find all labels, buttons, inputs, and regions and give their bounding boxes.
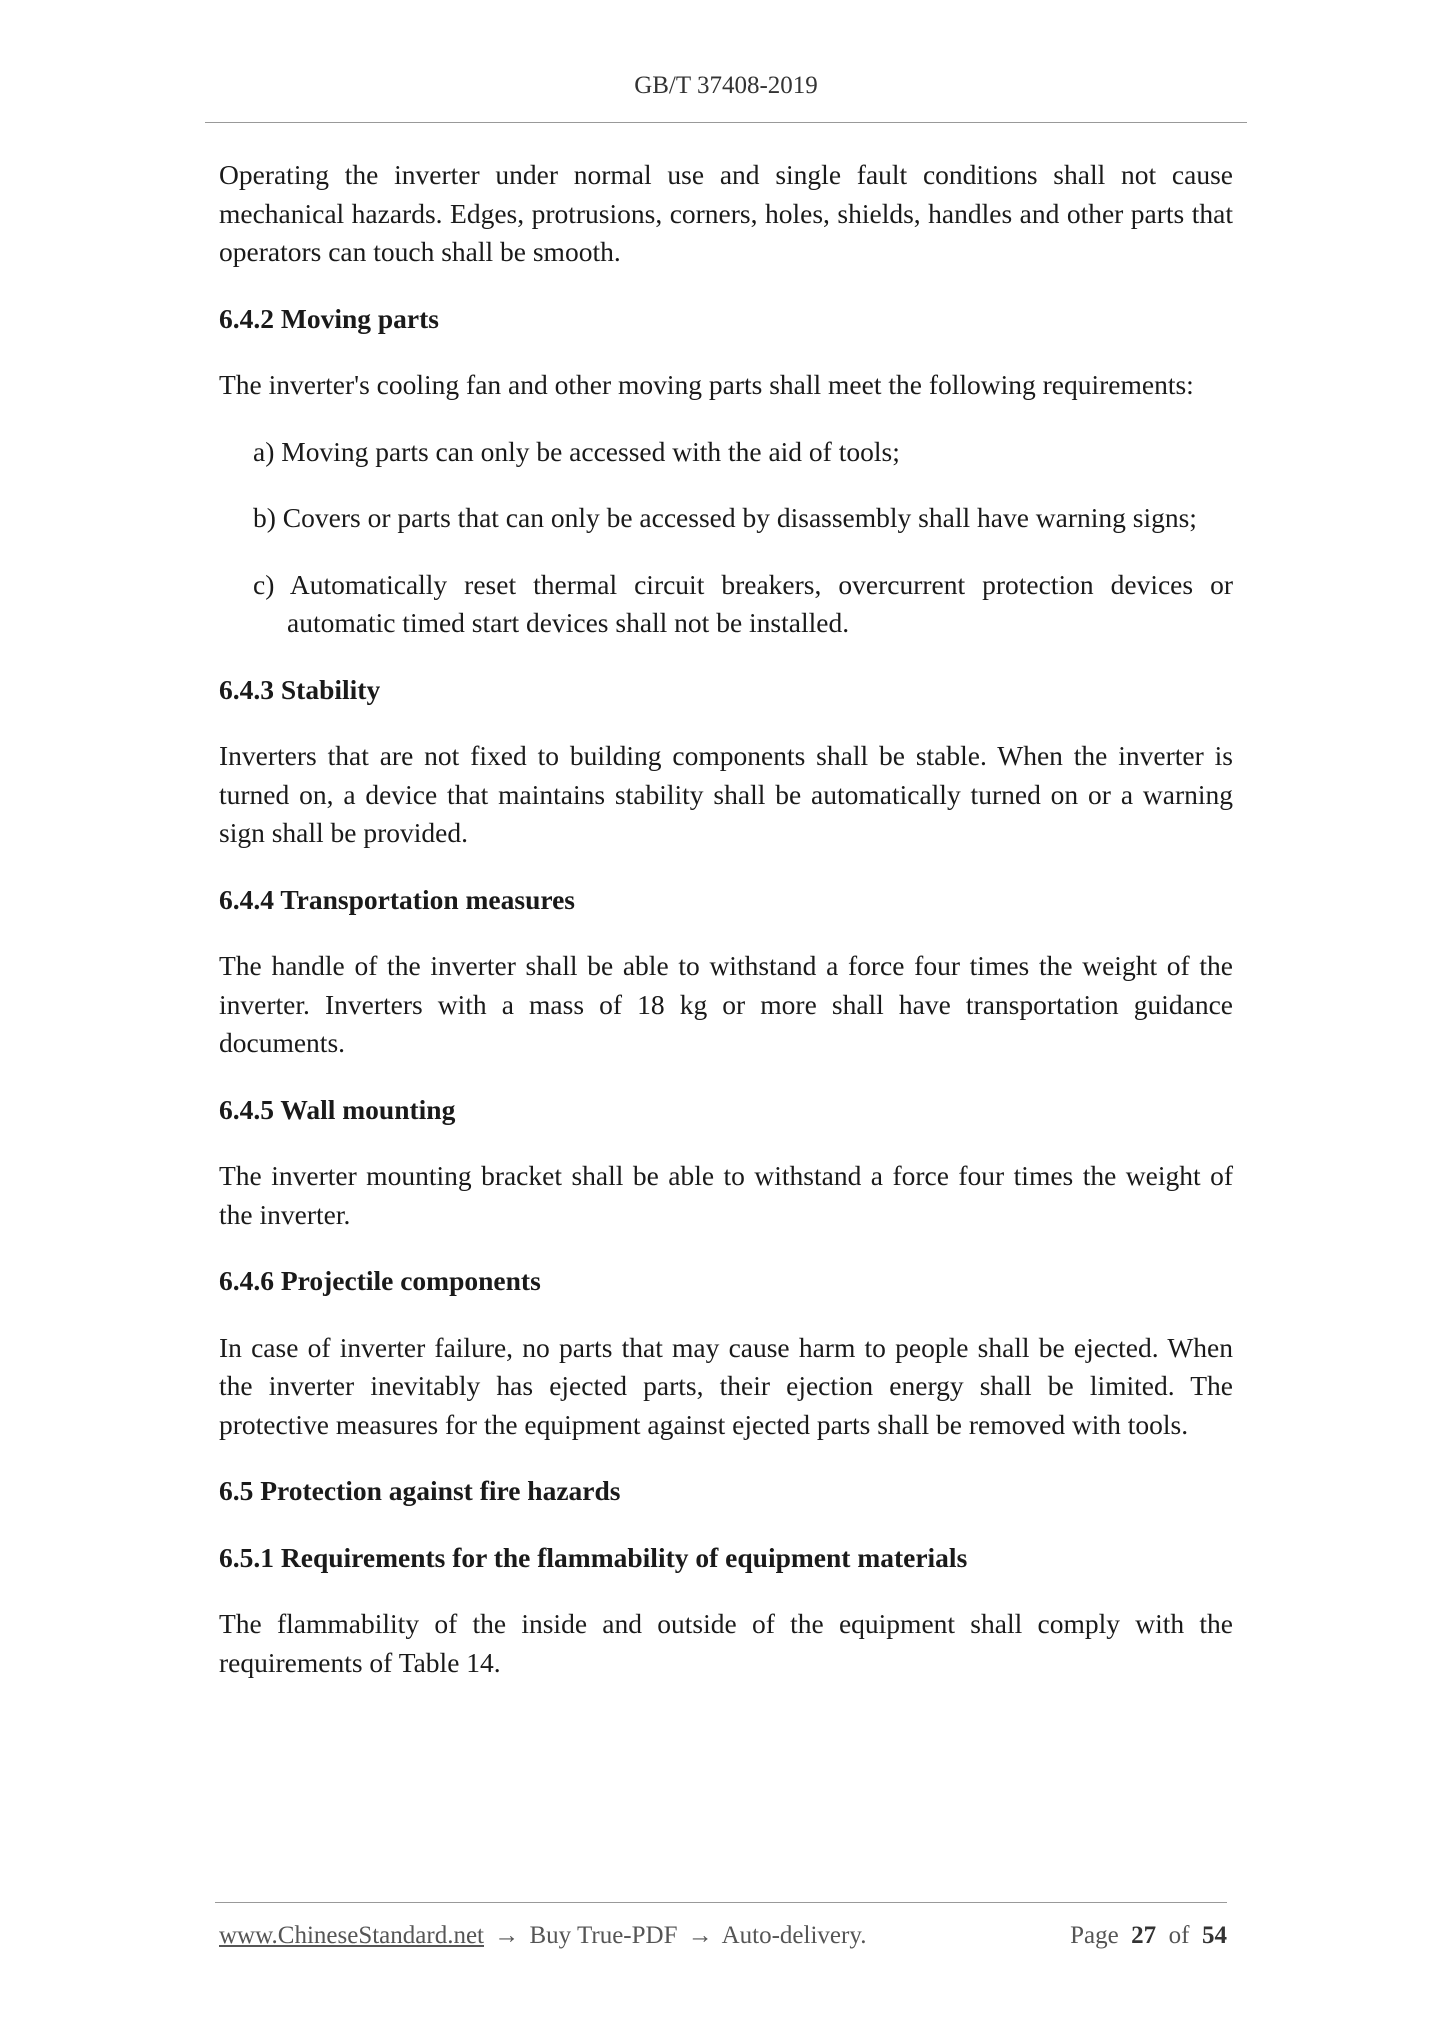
list-item-c: c) Automatically reset thermal circuit breakers, overcurrent protection devices or automatic timed start devices shall not be installed. xyxy=(253,568,1233,638)
section-6-4-4-text: The handle of the inverter shall be able to withstand a force four times the weight of the inverter. Inverters with a mass of 18 kg or more shall have transportation guidance documents. xyxy=(219,950,1233,1058)
auto-delivery-text: Auto-delivery. xyxy=(721,1922,867,1949)
page-label: Page xyxy=(1070,1922,1119,1949)
arrow-right-icon: → xyxy=(687,1922,713,1949)
header-divider xyxy=(205,122,1247,123)
section-6-4-4-heading: 6.4.4 Transportation measures xyxy=(219,883,575,915)
page-footer xyxy=(219,1922,1227,1950)
section-6-4-5-text: The inverter mounting bracket shall be able to withstand a force four times the weight of the inverter. xyxy=(219,1160,1233,1230)
arrow-right-icon: → xyxy=(494,1922,520,1949)
section-6-5-1-text: The flammability of the inside and outside of the equipment shall comply with the requirements of Table 14. xyxy=(219,1608,1233,1678)
section-6-4-6-text: In case of inverter failure, no parts that may cause harm to people shall be ejected. When the inverter inevitably has ejected parts, their ejection energy shall be limited. The protective measures for the equipment against ejected parts shall be removed with tools. xyxy=(219,1331,1233,1440)
section-6-5-heading: 6.5 Protection against fire hazards xyxy=(219,1475,621,1506)
section-6-4-3-text: Inverters that are not fixed to building components shall be stable. When the inverter is turned on, a device that maintains stability shall be automatically turned on or a warning sign shall be provided. xyxy=(219,740,1233,848)
footer-divider xyxy=(215,1902,1227,1903)
page-number xyxy=(1070,1922,1227,1950)
section-6-4-5-heading: 6.4.5 Wall mounting xyxy=(219,1093,456,1125)
list-item-a: a) Moving parts can only be accessed with the aid of tools; xyxy=(253,435,900,467)
document-id-header: GB/T 37408-2019 xyxy=(634,72,818,99)
section-6-5-1-heading: 6.5.1 Requirements for the flammability of equipment materials xyxy=(219,1541,968,1573)
list-item-b: b) Covers or parts that can only be accessed by disassembly shall have warning signs; xyxy=(253,502,1197,533)
section-6-4-2-heading: 6.4.2 Moving parts xyxy=(219,302,439,334)
page-of: of xyxy=(1168,1922,1190,1949)
page-total: 54 xyxy=(1202,1922,1227,1949)
website-link[interactable]: www.ChineseStandard.net xyxy=(219,1922,484,1949)
page-body xyxy=(219,156,1233,1710)
section-6-4-6-heading: 6.4.6 Projectile components xyxy=(219,1265,541,1296)
section-6-4-2-text: The inverter's cooling fan and other moving parts shall meet the following requirements: xyxy=(219,369,1194,400)
section-6-4-3-heading: 6.4.3 Stability xyxy=(219,673,381,705)
buy-pdf-text: Buy True-PDF xyxy=(529,1922,678,1949)
footer-left xyxy=(219,1922,866,1950)
page-current: 27 xyxy=(1131,1922,1157,1949)
intro-paragraph: Operating the inverter under normal use and single fault conditions shall not cause mechanical hazards. Edges, protrusions, corners, holes, shields, handles and other parts that operators can touch shall be smooth. xyxy=(219,159,1233,267)
